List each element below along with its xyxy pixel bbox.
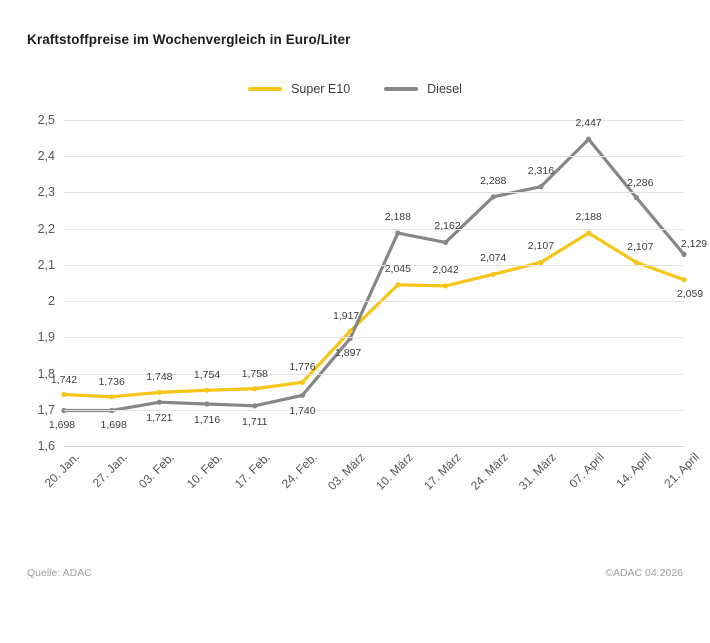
x-tick-label: 03. März [325,450,369,493]
x-tick-label: 17. März [420,450,464,493]
data-point-label: 2,188 [384,211,411,223]
data-point-label: 1,742 [50,373,78,386]
data-point-label: 1,754 [193,369,221,382]
data-point-label: 2,447 [575,117,602,130]
data-point-label: 1,721 [146,412,173,425]
data-point-label: 2,107 [527,240,555,253]
data-point-marker[interactable] [157,400,162,405]
data-point-label: 1,716 [193,413,221,426]
data-point-marker[interactable] [300,380,305,385]
data-point-marker[interactable] [443,283,448,288]
data-point-label: 2,129 [680,238,708,251]
y-tick-label: 1,8 [37,366,55,381]
grid-line [64,229,684,230]
data-point-marker[interactable] [204,388,209,393]
x-tick-label: 24. März [468,450,512,493]
legend-swatch-icon [384,87,418,91]
grid-line [64,410,684,411]
data-point-label: 1,711 [242,415,268,428]
data-point-marker[interactable] [61,392,66,397]
x-tick-label: 07. April [565,450,607,491]
grid-line [64,337,684,338]
data-point-label: 2,162 [434,220,461,233]
data-point-label: 2,074 [480,252,507,265]
grid-line [64,265,684,266]
data-point-label: 1,917 [333,310,360,323]
data-point-marker[interactable] [538,184,543,189]
data-point-label: 1,740 [289,405,316,418]
data-point-marker[interactable] [491,194,496,199]
data-point-marker[interactable] [109,394,114,399]
x-tick-label: 10. März [372,450,416,493]
data-point-marker[interactable] [204,401,209,406]
data-point-label: 2,045 [384,262,411,275]
data-point-label: 1,698 [48,418,76,431]
legend-label: Diesel [427,82,462,96]
data-point-label: 2,107 [627,241,654,254]
data-point-marker[interactable] [586,137,591,142]
copyright-note: ©ADAC 04.2026 [605,567,683,579]
plot-area [37,113,708,453]
source-note: Quelle: ADAC [27,567,92,579]
x-tick-label: 21. April [661,450,702,491]
data-point-label: 2,042 [432,263,459,276]
legend-item-diesel[interactable] [384,82,462,96]
data-point-label: 2,059 [676,287,704,300]
data-point-marker[interactable] [348,329,353,334]
data-point-marker[interactable] [395,230,400,235]
data-point-marker[interactable] [252,403,257,408]
data-point-marker[interactable] [681,252,686,257]
data-point-label: 1,698 [100,418,127,431]
data-point-marker[interactable] [300,393,305,398]
data-point-label: 2,286 [627,176,654,189]
x-tick-label: 27. Jan. [89,450,130,491]
legend-label: Super E10 [291,82,351,96]
y-tick-label: 2,5 [37,113,55,127]
y-tick-label: 2,1 [37,257,55,272]
data-point-marker[interactable] [252,386,257,391]
series-lines [64,120,684,446]
data-point-marker[interactable] [681,277,686,282]
y-tick-label: 1,6 [37,439,55,453]
data-point-label: 2,316 [527,164,555,177]
data-point-marker[interactable] [586,230,591,235]
data-point-label: 1,736 [98,375,125,388]
data-point-label: 2,188 [575,211,602,223]
x-tick-label: 03. Feb. [136,450,178,492]
data-point-label: 1,776 [289,361,316,374]
x-tick-label: 10. Feb. [183,450,225,492]
legend-swatch-icon [248,87,282,91]
legend-item-super-e10[interactable] [248,82,350,96]
data-point-marker[interactable] [395,282,400,287]
chart-legend [0,82,710,96]
series-line-diesel [64,139,684,410]
x-axis-labels [41,450,702,530]
y-tick-label: 2,3 [37,185,55,200]
grid-line [64,301,684,302]
data-point-marker[interactable] [157,390,162,395]
data-point-marker[interactable] [491,272,496,277]
x-tick-label: 17. Feb. [231,450,273,492]
data-point-marker[interactable] [443,240,448,245]
y-tick-label: 1,9 [37,330,55,345]
data-point-label: 1,748 [146,371,173,384]
x-tick-label: 14. April [613,450,655,491]
grid-line [64,156,684,157]
grid-line [64,446,684,447]
y-tick-label: 1,7 [37,402,55,417]
data-point-label: 1,758 [241,367,268,380]
page-title: Kraftstoffpreise im Wochenvergleich in Euro/Liter [27,32,351,47]
data-point-label: 2,288 [480,174,507,187]
y-tick-label: 2,4 [37,149,55,164]
data-point-marker[interactable] [634,195,639,200]
data-point-label: 1,897 [335,347,362,360]
x-tick-label: 24. Feb. [279,450,321,492]
y-tick-label: 2 [48,294,55,309]
x-tick-label: 20. Jan. [41,450,82,491]
grid-line [64,192,684,193]
x-tick-label: 31. März [515,450,559,493]
y-tick-label: 2,2 [37,221,55,236]
